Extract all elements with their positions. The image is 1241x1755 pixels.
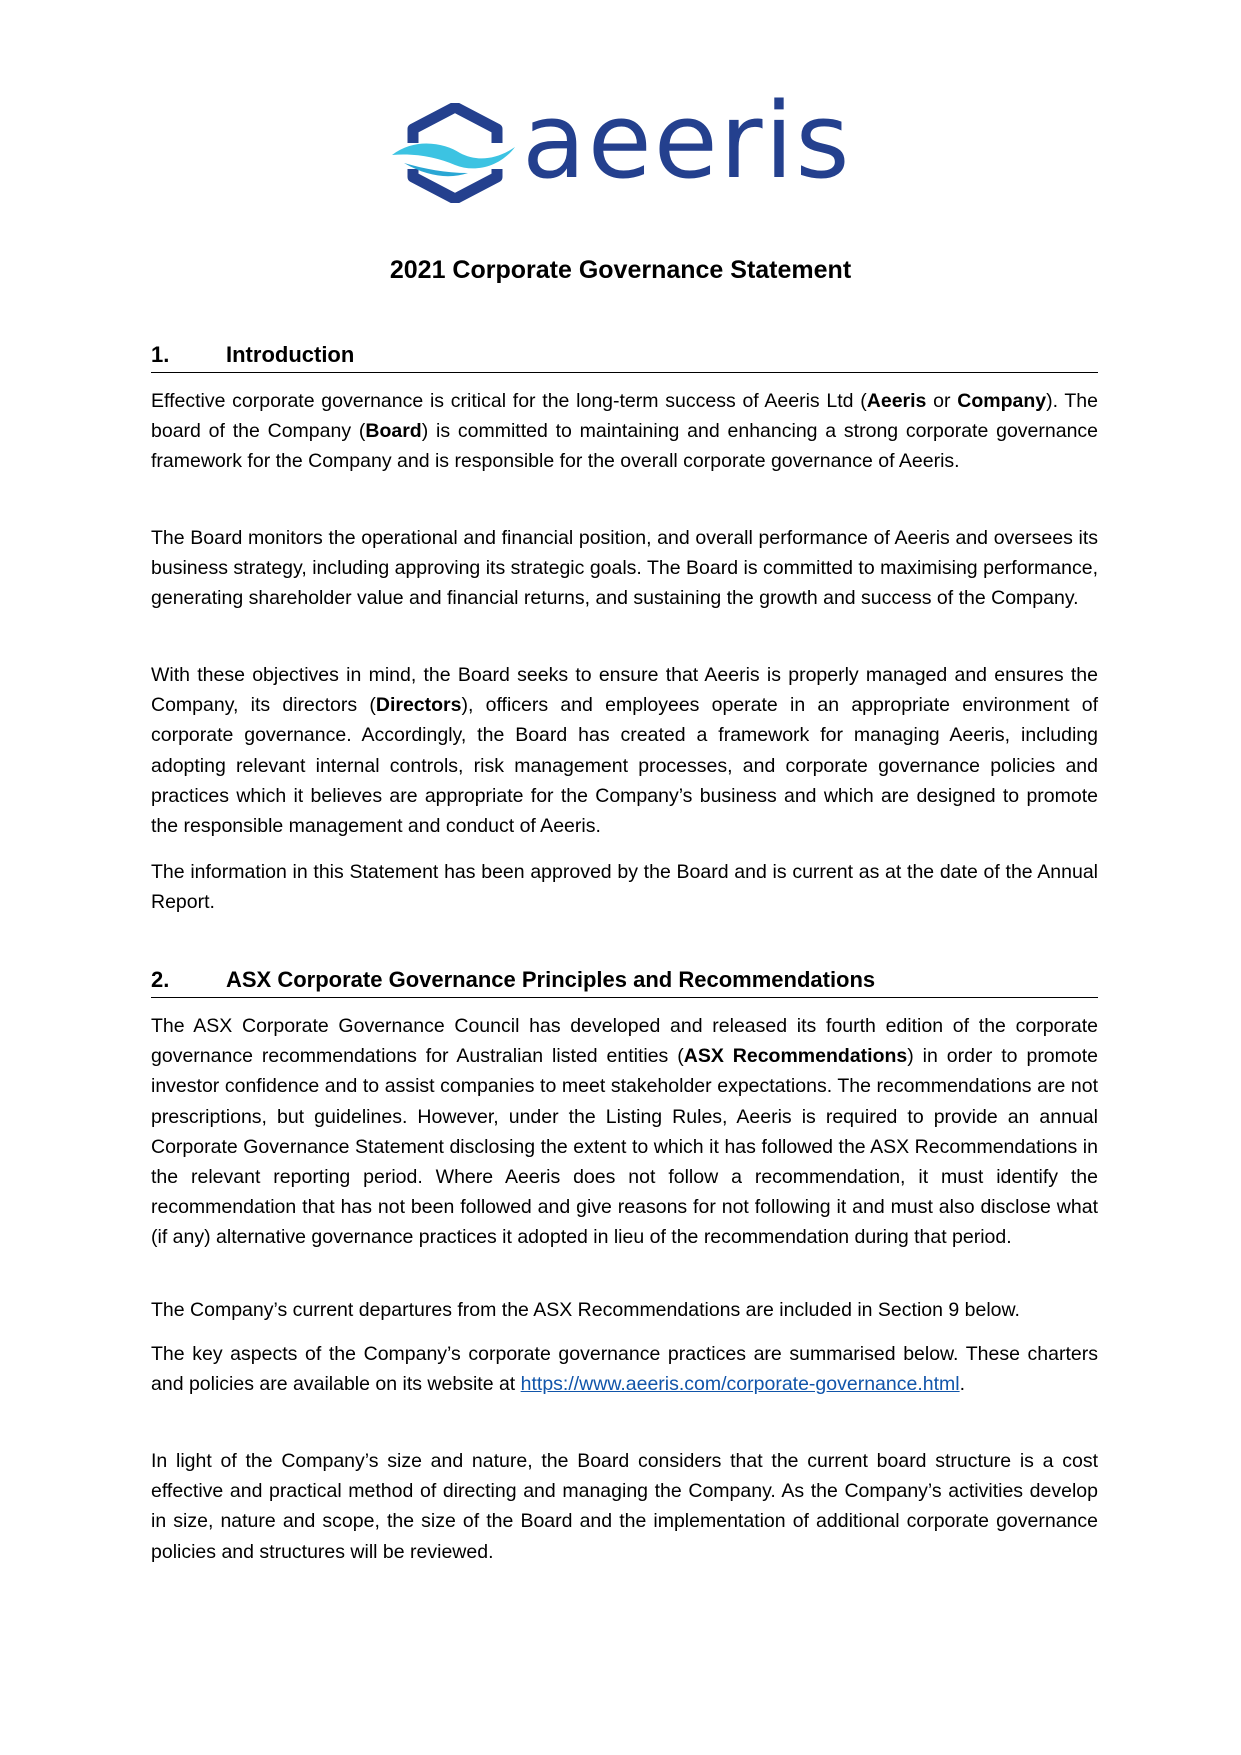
section-1-paragraph-3: With these objectives in mind, the Board seeks to ensure that Aeeris is properly managed and ensures the Company, its directors (Directors), officers and employees operate in an appropriate environment of corporate governance. Accordingly, the Board has created a framework for managing Aeeris, including adopting relevant internal controls, risk management processes, and corporate governance policies and practices which it believes are appropriate for the Company’s business and which are designed to promote the responsible management and conduct of Aeeris. (151, 664, 1098, 838)
section-2-paragraph-3: The key aspects of the Company’s corporate governance practices are summarised below. These charters and policies are available on its website at https://www.aeeris.com/corporate-governance.html. (151, 1343, 1098, 1396)
section-2-heading (151, 967, 1098, 998)
section-2-paragraph-2: The Company’s current departures from the ASX Recommendations are included in Section 9 below. (151, 1299, 1020, 1321)
section-1-title: Introduction (226, 342, 355, 367)
section-1-heading (151, 342, 1098, 373)
section-1-paragraph-1: Effective corporate governance is critical for the long-term success of Aeeris Ltd (Aeeris or Company). The board of the Company (Board) is committed to maintaining and enhancing a strong corporate governance framework for the Company and is responsible for the overall corporate governance of Aeeris. (151, 390, 1099, 473)
document-title: 2021 Corporate Governance Statement (389, 256, 852, 284)
company-logo (390, 80, 852, 203)
section-1-paragraph-4: The information in this Statement has been approved by the Board and is current as at the date of the Annual Report. (151, 861, 1098, 914)
section-1-paragraph-2: The Board monitors the operational and financial position, and overall performance of Aeeris and oversees its business strategy, including approving its strategic goals. The Board is committed to maximising performance, generating shareholder value and financial returns, and sustaining the growth and success of the Company. (151, 527, 1098, 610)
section-2-paragraph-1: The ASX Corporate Governance Council has developed and released its fourth edition of the corporate governance recommendations for Australian listed entities (ASX Recommendations) in order to promote investor confidence and to assist companies to meet stakeholder expectations. The recommendations are not prescriptions, but guidelines. However, under the Listing Rules, Aeeris is required to provide an annual Corporate Governance Statement disclosing the extent to which it has followed the ASX Recommendations in the relevant reporting period. Where Aeeris does not follow a recommendation, it must identify the recommendation that has not been followed and give reasons for not following it and must also disclose what (if any) alternative governance practices it adopted in lieu of the recommendation during that period. (151, 1015, 1099, 1249)
corporate-governance-link[interactable]: https://www.aeeris.com/corporate-governance.html (520, 1373, 960, 1396)
section-2-number: 2. (151, 967, 170, 992)
section-1-number: 1. (151, 342, 170, 367)
section-2-paragraph-4: In light of the Company’s size and nature, the Board considers that the current board structure is a cost effective and practical method of directing and managing the Company. As the Company’s activities develop in size, nature and scope, the size of the Board and the implementation of additional corporate governance policies and structures will be reviewed. (151, 1450, 1098, 1563)
hexagon-wave-icon (390, 103, 520, 203)
logo-wordmark: aeeris (522, 80, 852, 202)
section-2-title: ASX Corporate Governance Principles and Recommendations (226, 967, 876, 992)
